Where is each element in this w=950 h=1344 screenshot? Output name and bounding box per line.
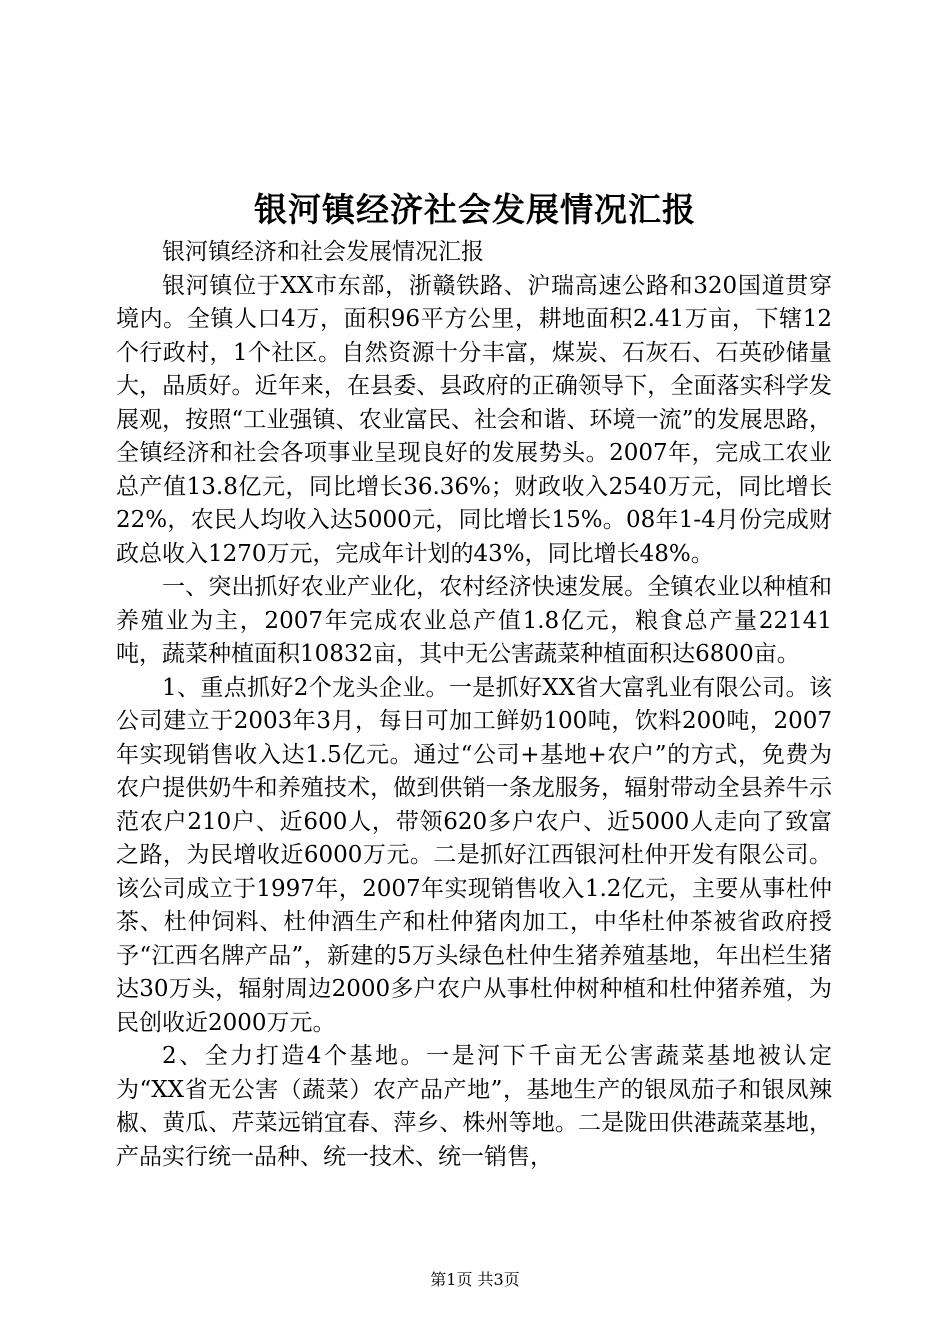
four-bases-paragraph: 2、全力打造4个基地。一是河下千亩无公害蔬菜基地被认定为“XX省无公害（蔬菜）农产品产地”，基地生产的银凤茄子和银凤辣椒、黄瓜、芹菜远销宜春、萍乡、株州等地。二是陇田供港蔬菜基地，产品实行统一品种、统一技术、统一销售， — [116, 1043, 832, 1170]
page-footer: 第1页 共3页 — [430, 1270, 520, 1289]
intro-paragraph: 银河镇位于XX市东部，浙赣铁路、沪瑞高速公路和320国道贯穿境内。全镇人口4万，面积96平方公里，耕地面积2.41万亩，下辖12个行政村，1个社区。自然资源十分丰富，煤炭、石灰石、石英砂储量大，品质好。近年来，在县委、县政府的正确领导下，全面落实科学发展观，按照“工业强镇、农业富民、社会和谐、环境一流”的发展思路，全镇经济和社会各项事业呈现良好的发展势头。2007年，完成工农业总产值13.8亿元，同比增长36.36%；财政收入2540万元，同比增长22%，农民人均收入达5000元，同比增长15%。08年1-4月份完成财政总收入1270万元，完成年计划的43%，同比增长48%。 — [116, 272, 832, 567]
document-body — [116, 236, 832, 1174]
subtitle-paragraph: 银河镇经济和社会发展情况汇报 — [162, 239, 484, 265]
leading-enterprises-paragraph: 1、重点抓好2个龙头企业。一是抓好XX省大富乳业有限公司。该公司建立于2003年3月，每日可加工鲜奶100吨，饮料200吨，2007年实现销售收入达1.5亿元。通过“公司+基地+农户”的方式，免费为农户提供奶牛和养殖技术，做到供销一条龙服务，辐射带动全县养牛示范农户210户、近600人，带领620多户农户、近5000人走向了致富之路，为民增收近6000万元。二是抓好江西银河杜仲开发有限公司。该公司成立于1997年，2007年实现销售收入1.2亿元，主要从事杜仲茶、杜仲饲料、杜仲酒生产和杜仲猪肉加工，中华杜仲茶被省政府授予“江西名牌产品”，新建的5万头绿色杜仲生猪养殖基地，年出栏生猪达30万头，辐射周边2000多户农户从事杜仲树种植和杜仲猪养殖，为民创收近2000万元。 — [116, 674, 832, 1036]
document-title: 银河镇经济社会发展情况汇报 — [254, 190, 696, 229]
section-one-paragraph: 一、突出抓好农业产业化，农村经济快速发展。全镇农业以种植和养殖业为主，2007年完成农业总产值1.8亿元，粮食总产量22141吨，蔬菜种植面积10832亩，其中无公害蔬菜种植面积达6800亩。 — [116, 574, 832, 667]
